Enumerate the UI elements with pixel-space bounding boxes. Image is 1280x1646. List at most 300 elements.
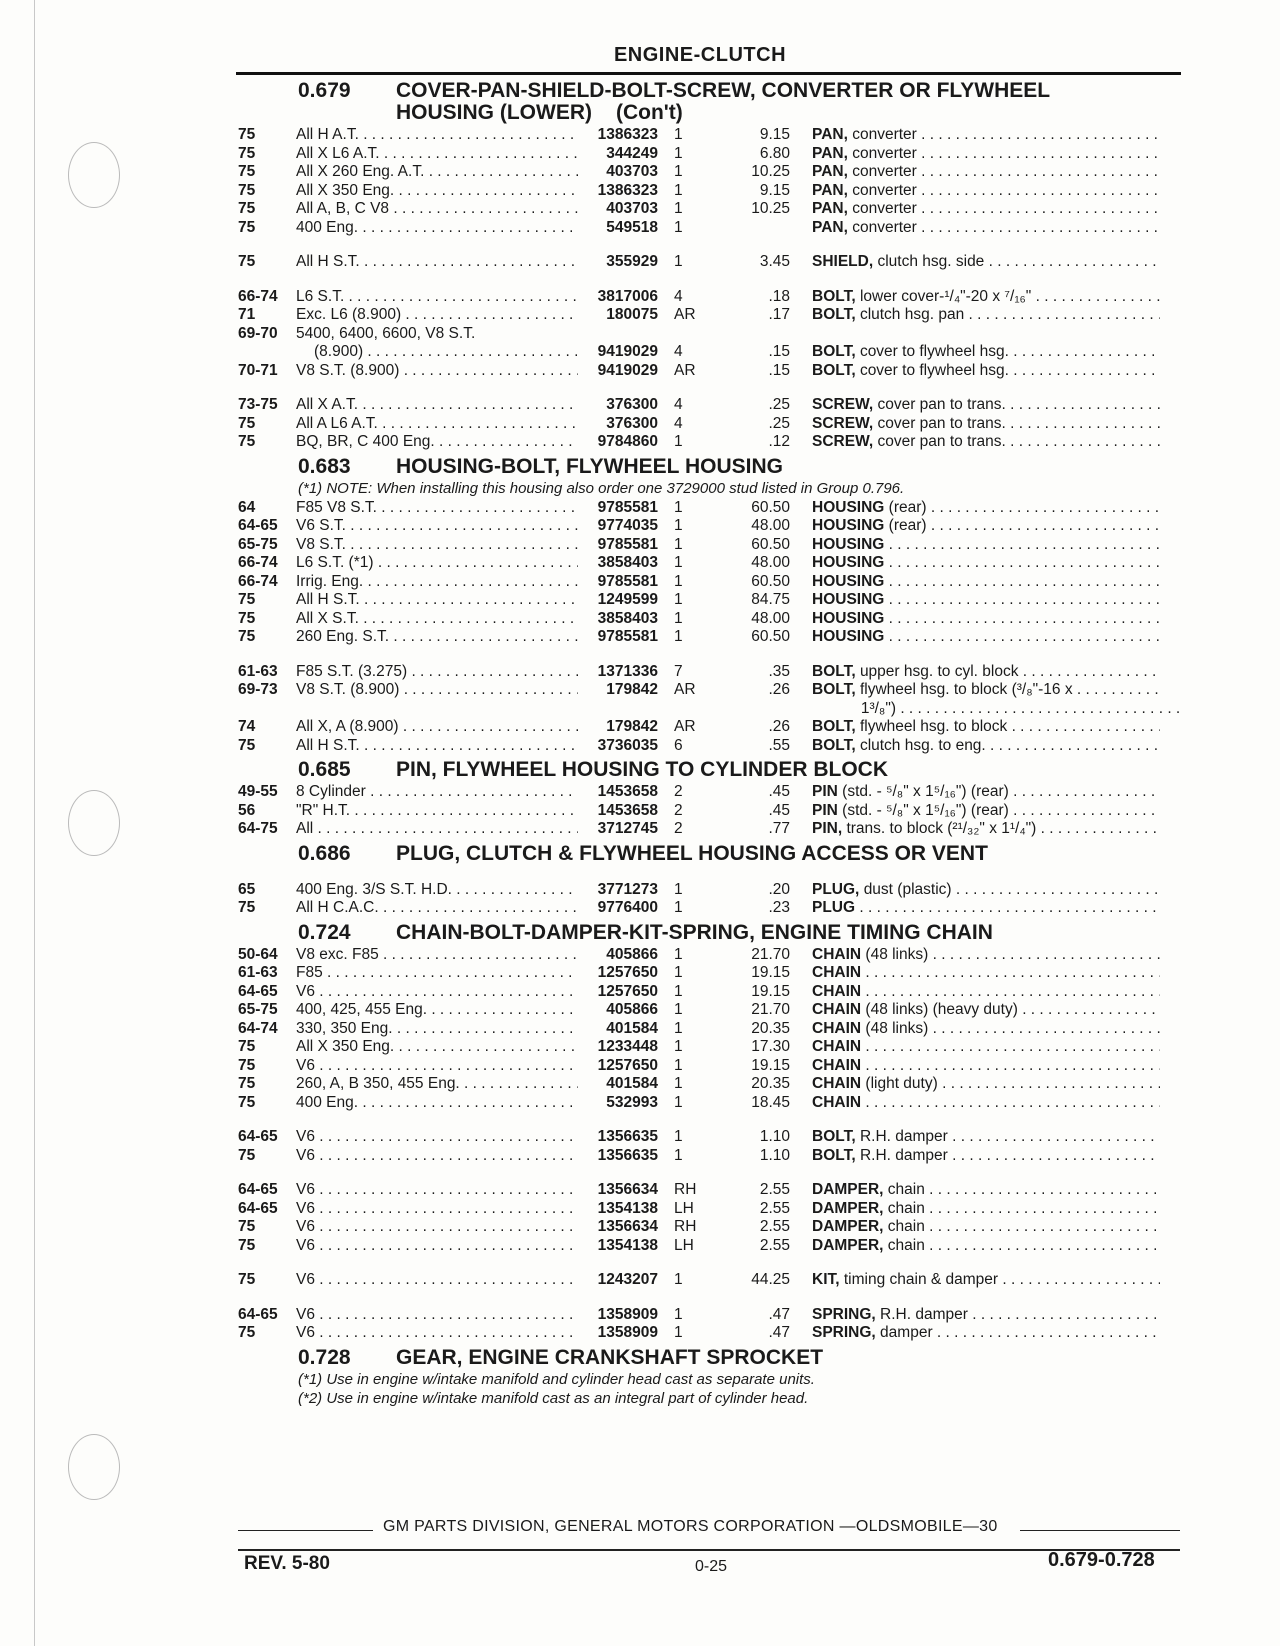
model-year: 75 (238, 1271, 256, 1288)
quantity: 6 (674, 736, 683, 754)
item-detail (889, 591, 1160, 608)
price: 20.35 (751, 1075, 790, 1092)
item-name: PIN (812, 801, 838, 819)
application: All H A.T. . . . (296, 126, 578, 145)
application: 260 Eng. S.T. . . . (296, 628, 578, 647)
application: All X L6 A.T. . . . (296, 145, 578, 164)
part-row (238, 964, 1183, 983)
part-row (238, 288, 1183, 307)
part-row (238, 783, 1183, 802)
price: 17.30 (751, 1038, 790, 1055)
application: All X A.T. . . . (296, 396, 578, 415)
item-name: SCREW, (812, 433, 874, 450)
part-row (238, 610, 1183, 629)
section-number: 0.683 (298, 454, 351, 478)
price: .26 (768, 718, 790, 735)
model-year: 64-65 (238, 517, 278, 534)
model-year: 64-74 (238, 1019, 278, 1037)
part-row (238, 343, 1183, 362)
part-number: 1356634 (597, 1181, 658, 1198)
price: .25 (768, 396, 790, 413)
item-name: SCREW, (812, 414, 874, 432)
item-name: PIN (812, 783, 838, 800)
description (790, 1038, 1160, 1057)
item-name: CHAIN (812, 1056, 862, 1074)
model-year: 56 (238, 801, 256, 819)
part-number: 1257650 (597, 982, 658, 1000)
section-title (238, 1347, 1183, 1369)
item-name: BOLT, (812, 343, 856, 360)
part-number: 403703 (606, 163, 658, 180)
item-detail (865, 1094, 1160, 1111)
description (790, 983, 1160, 1002)
description (790, 433, 1160, 452)
part-row (238, 820, 1183, 839)
part-number: 179842 (606, 718, 658, 735)
price (710, 219, 790, 238)
quantity: 1 (674, 253, 683, 270)
item-name: SPRING, (812, 1324, 876, 1341)
description (790, 1271, 1160, 1290)
part-row (238, 554, 1183, 573)
part-row (238, 1218, 1183, 1237)
model-year: 66-74 (238, 572, 278, 590)
description (790, 536, 1160, 555)
section-note: (*1) NOTE: When installing this housing also order one 3729000 stud listed in Group 0.796. (298, 479, 905, 497)
model-year: 75 (238, 126, 256, 143)
price: 1.10 (759, 1128, 790, 1145)
item-name: CHAIN (812, 1075, 862, 1092)
item-name: BOLT, (812, 736, 856, 754)
item-name: KIT, (812, 1271, 840, 1288)
part-number: 1386323 (597, 181, 658, 199)
description (751, 700, 1183, 719)
description (790, 610, 1160, 629)
item-name: BOLT, (812, 361, 856, 379)
application: V6 . . . (296, 1181, 578, 1200)
section-name: CHAIN-BOLT-DAMPER-KIT-SPRING, ENGINE TIMING CHAIN (396, 920, 993, 944)
item-detail (859, 899, 1160, 916)
part-number: 1233448 (597, 1038, 658, 1055)
model-year: 66-74 (238, 554, 278, 571)
part-number: 376300 (606, 414, 658, 432)
section-name: PIN, FLYWHEEL HOUSING TO CYLINDER BLOCK (396, 758, 888, 781)
price: 10.25 (751, 163, 790, 180)
item-name: CHAIN (812, 964, 862, 981)
quantity: AR (674, 681, 696, 698)
description (790, 628, 1160, 647)
description (790, 737, 1160, 756)
section-0-686 (238, 843, 1183, 918)
model-year: 75 (238, 414, 256, 432)
price (710, 325, 790, 344)
application: V8 exc. F85 . . . (296, 946, 578, 965)
item-name: HOUSING (812, 554, 885, 571)
quantity: 1 (674, 1305, 683, 1323)
model-year: 75 (238, 200, 256, 217)
model-year: 64-65 (238, 1199, 278, 1217)
quantity: 1 (674, 535, 683, 553)
model-year: 75 (238, 1236, 256, 1254)
price: 9.15 (759, 126, 790, 143)
section-0-728 (238, 1347, 1183, 1408)
application: V8 S.T. . . . (296, 536, 578, 555)
item-name: PAN, (812, 218, 848, 236)
item-name: BOLT, (812, 1146, 856, 1164)
part-row (238, 362, 1183, 381)
item-name: BOLT, (812, 287, 856, 305)
description (790, 964, 1160, 983)
application: All H S.T. . . . (296, 737, 578, 756)
application: V6 . . . (296, 1147, 578, 1166)
part-row (238, 163, 1183, 182)
page-header: ENGINE-CLUTCH (613, 44, 787, 66)
quantity: 1 (674, 200, 683, 217)
price: 48.00 (751, 517, 790, 534)
item-name: PLUG, (812, 880, 860, 898)
price: .20 (768, 880, 790, 898)
application: 400 Eng. . . . (296, 219, 578, 238)
quantity: 4 (674, 396, 683, 413)
section-number: 0.685 (298, 758, 351, 781)
price: 20.35 (751, 1019, 790, 1037)
description (790, 899, 1160, 918)
part-row (238, 219, 1183, 238)
part-number: 401584 (606, 1019, 658, 1037)
quantity: LH (674, 1199, 694, 1217)
punch-hole (68, 790, 120, 856)
item-detail: converter . . . (852, 200, 1160, 217)
part-number: 3858403 (597, 609, 658, 627)
section-number: 0.728 (298, 1345, 351, 1369)
model-year: 71 (238, 306, 256, 323)
application: All H S.T. . . . (296, 591, 578, 610)
punch-hole (68, 142, 120, 208)
part-number: 3736035 (597, 736, 658, 754)
part-row (238, 1181, 1183, 1200)
item-detail (865, 964, 1160, 981)
part-row (238, 1324, 1183, 1343)
item-name: BOLT, (812, 662, 856, 680)
item-detail (865, 983, 1160, 1000)
description (790, 946, 1160, 965)
quantity: 7 (674, 662, 683, 680)
price (677, 700, 751, 719)
part-row (238, 663, 1183, 682)
item-name: PLUG (812, 899, 856, 916)
description (790, 1181, 1160, 1200)
revision-label: REV. 5-80 (244, 1553, 330, 1574)
item-name: CHAIN (812, 1093, 862, 1111)
part-number: 9784860 (597, 433, 658, 450)
part-number: 180075 (606, 306, 658, 323)
application: V6 S.T. . . . (296, 517, 578, 536)
part-number: 549518 (606, 218, 658, 236)
model-year: 66-74 (238, 287, 278, 305)
description (790, 591, 1160, 610)
model-year: 75 (238, 1056, 256, 1074)
item-detail: R.H. damper . . . (880, 1306, 1160, 1323)
application: V6 . . . (296, 983, 578, 1002)
item-name: PAN, (812, 181, 848, 199)
part-number: 3858403 (597, 554, 658, 571)
item-name: BOLT, (812, 681, 856, 698)
part-row (238, 126, 1183, 145)
description (790, 783, 1160, 802)
section-note: (*2) Use in engine w/intake manifold cast as an integral part of cylinder head. (298, 1389, 809, 1407)
quantity: 1 (674, 218, 683, 236)
application: All . . . (296, 820, 578, 839)
application: 400 Eng. . . . (296, 1094, 578, 1113)
price: .55 (768, 736, 790, 754)
item-detail (889, 610, 1160, 627)
header-rule (236, 72, 1181, 75)
description (790, 288, 1160, 307)
item-detail: R.H. damper . . . (860, 1147, 1160, 1164)
model-year: 64 (238, 498, 256, 516)
application: 5400, 6400, 6600, V8 S.T. (296, 324, 476, 342)
item-name: HOUSING (812, 628, 885, 645)
quantity: 1 (674, 945, 683, 963)
part-number: 376300 (606, 396, 658, 413)
section-title (238, 80, 1183, 124)
quantity: 4 (674, 287, 683, 305)
description (790, 415, 1160, 434)
model-year: 75 (238, 609, 256, 627)
footer-rule (238, 1530, 373, 1531)
model-year: 65 (238, 880, 256, 898)
description (790, 362, 1160, 381)
description (790, 253, 1160, 272)
description (790, 1128, 1160, 1147)
part-row (238, 1128, 1183, 1147)
item-detail (889, 554, 1160, 571)
item-detail: (std. - ⁵/₈" x 1⁵/₁₆") (rear) . . . (842, 802, 1160, 819)
price: 2.55 (759, 1199, 790, 1217)
description (790, 343, 1160, 362)
section-0-724 (238, 922, 1183, 1343)
item-name: HOUSING (812, 591, 885, 608)
application: (8.900) . . . (296, 343, 578, 362)
section-note: (*1) Use in engine w/intake manifold and cylinder head cast as separate units. (298, 1370, 815, 1388)
quantity: 1 (674, 1001, 683, 1018)
application: F85 . . . (296, 964, 578, 983)
description (790, 1306, 1160, 1325)
punch-hole (68, 1434, 120, 1500)
description (790, 517, 1160, 536)
price: 9.15 (759, 181, 790, 199)
price: .25 (768, 414, 790, 432)
quantity (658, 325, 710, 344)
part-number: 9785581 (597, 535, 658, 553)
item-detail: (48 links) . . . (865, 946, 1160, 963)
description (790, 663, 1160, 682)
item-detail (865, 1038, 1160, 1055)
part-row (238, 802, 1183, 821)
item-detail: trans. to block (²¹/₃₂" x 1¹/₄") . . . (846, 820, 1160, 837)
model-year: 50-64 (238, 945, 278, 963)
application: All A, B, C V8 . . . (296, 200, 578, 219)
quantity: 1 (674, 899, 683, 916)
quantity: 1 (674, 433, 683, 450)
quantity: 1 (674, 144, 683, 162)
item-name: PAN, (812, 200, 848, 217)
item-name: PAN, (812, 144, 848, 162)
item-detail: (rear) . . . (889, 517, 1160, 534)
quantity: 1 (674, 1075, 683, 1092)
model-year (238, 700, 292, 719)
price: .26 (768, 681, 790, 698)
part-row (238, 1147, 1183, 1166)
description (790, 182, 1160, 201)
group-range: 0.679-0.728 (1048, 1549, 1155, 1571)
quantity: 1 (674, 609, 683, 627)
part-row (238, 325, 1183, 344)
part-row (238, 1001, 1183, 1020)
section-number: 0.679 (298, 79, 351, 102)
quantity: 1 (674, 1146, 683, 1164)
part-number: 1243207 (597, 1271, 658, 1288)
section-title (238, 759, 1183, 781)
model-year (238, 343, 296, 362)
quantity: 1 (674, 498, 683, 516)
model-year: 75 (238, 144, 256, 162)
part-number: 9785581 (597, 572, 658, 590)
description (790, 1218, 1160, 1237)
section-number: 0.686 (298, 841, 351, 865)
application: V6 . . . (296, 1200, 578, 1219)
model-year: 75 (238, 899, 256, 916)
section-number: 0.724 (298, 920, 351, 944)
price: .23 (768, 899, 790, 916)
quantity: 1 (674, 591, 683, 608)
item-name: BOLT, (812, 1128, 856, 1145)
section-0-685 (238, 759, 1183, 839)
model-year: 75 (238, 218, 256, 236)
application: 400 Eng. 3/S S.T. H.D. . . . (296, 881, 578, 900)
price: .15 (768, 361, 790, 379)
part-row (238, 983, 1183, 1002)
part-row (238, 573, 1183, 592)
description (790, 1324, 1160, 1343)
quantity: 1 (674, 181, 683, 199)
description (790, 396, 1160, 415)
item-name: CHAIN (812, 1001, 862, 1018)
description (790, 1200, 1160, 1219)
model-year: 73-75 (238, 396, 278, 413)
part-number: 532993 (606, 1093, 658, 1111)
price: .18 (768, 287, 790, 305)
binder-edge (34, 0, 35, 1646)
part-number: 3817006 (597, 287, 658, 305)
description (790, 1075, 1160, 1094)
price: 60.50 (751, 572, 790, 590)
application: 330, 350 Eng. . . . (296, 1020, 578, 1039)
model-year: 75 (238, 1093, 256, 1111)
item-detail: lower cover-¹/₄"-20 x ⁷/₁₆" . . . (860, 288, 1160, 305)
section-name: COVER-PAN-SHIELD-BOLT-SCREW, CONVERTER OR FLYWHEEL (396, 79, 1051, 102)
price: 21.70 (751, 945, 790, 963)
part-row (238, 433, 1183, 452)
application: 260, A, B 350, 455 Eng. . . . (296, 1075, 578, 1094)
price: .45 (768, 783, 790, 800)
item-detail (865, 1057, 1160, 1074)
application: F85 S.T. (3.275) . . . (296, 663, 578, 682)
part-number: 1354138 (597, 1199, 658, 1217)
model-year: 75 (238, 163, 256, 180)
quantity: 1 (674, 628, 683, 645)
model-year: 69-70 (238, 324, 278, 342)
price: .47 (768, 1324, 790, 1341)
item-detail: (rear) . . . (889, 499, 1160, 516)
part-row (238, 591, 1183, 610)
item-detail: chain . . . (888, 1218, 1160, 1235)
part-row (238, 517, 1183, 536)
application: All X 260 Eng. A.T. . . . (296, 163, 578, 182)
item-detail: clutch hsg. pan . . . (860, 306, 1160, 323)
part-number: 9419029 (597, 361, 658, 379)
section-0-683 (238, 456, 1183, 756)
part-row (238, 415, 1183, 434)
part-row (238, 1271, 1183, 1290)
description (790, 1020, 1160, 1039)
description (790, 126, 1160, 145)
quantity: 2 (674, 801, 683, 819)
footer-rule (1020, 1530, 1180, 1531)
section-title (238, 456, 1183, 478)
parts-listing (238, 80, 1183, 1412)
description (790, 306, 1160, 325)
part-number: 401584 (606, 1075, 658, 1092)
section-name: PLUG, CLUTCH & FLYWHEEL HOUSING ACCESS OR VENT (396, 841, 988, 865)
quantity: 1 (674, 554, 683, 571)
description (790, 325, 1160, 344)
part-row (238, 628, 1183, 647)
item-name: DAMPER, (812, 1218, 884, 1235)
application: All X, A (8.900) . . . (296, 718, 578, 737)
part-row (238, 700, 1183, 719)
description (790, 145, 1160, 164)
description (790, 1094, 1160, 1113)
part-number: 3712745 (597, 820, 658, 837)
application: All X S.T. . . . (296, 610, 578, 629)
model-year: 75 (238, 181, 256, 199)
item-name: CHAIN (812, 1038, 862, 1055)
section-0-679 (238, 80, 1183, 452)
item-detail: chain . . . (888, 1237, 1160, 1254)
item-detail: converter . . . (852, 126, 1160, 143)
item-detail: upper hsg. to cyl. block . . . (860, 663, 1160, 680)
model-year: 75 (238, 433, 256, 450)
price: .17 (768, 306, 790, 323)
section-name-cont: HOUSING (LOWER) (396, 101, 592, 124)
application: V8 S.T. (8.900) . . . (296, 681, 578, 700)
item-name: PAN, (812, 163, 848, 180)
part-row (238, 499, 1183, 518)
description (790, 1147, 1160, 1166)
part-number: 3771273 (597, 880, 658, 898)
part-number: 1453658 (597, 783, 658, 800)
quantity: 1 (674, 1056, 683, 1074)
section-name: HOUSING-BOLT, FLYWHEEL HOUSING (396, 454, 783, 478)
quantity: AR (674, 718, 696, 735)
section-name: GEAR, ENGINE CRANKSHAFT SPROCKET (396, 1345, 824, 1369)
item-detail: R.H. damper . . . (860, 1128, 1160, 1145)
model-year: 61-63 (238, 662, 278, 680)
item-detail: cover pan to trans. . . . (877, 396, 1160, 413)
model-year: 70-71 (238, 361, 278, 379)
item-name: HOUSING (812, 498, 885, 516)
